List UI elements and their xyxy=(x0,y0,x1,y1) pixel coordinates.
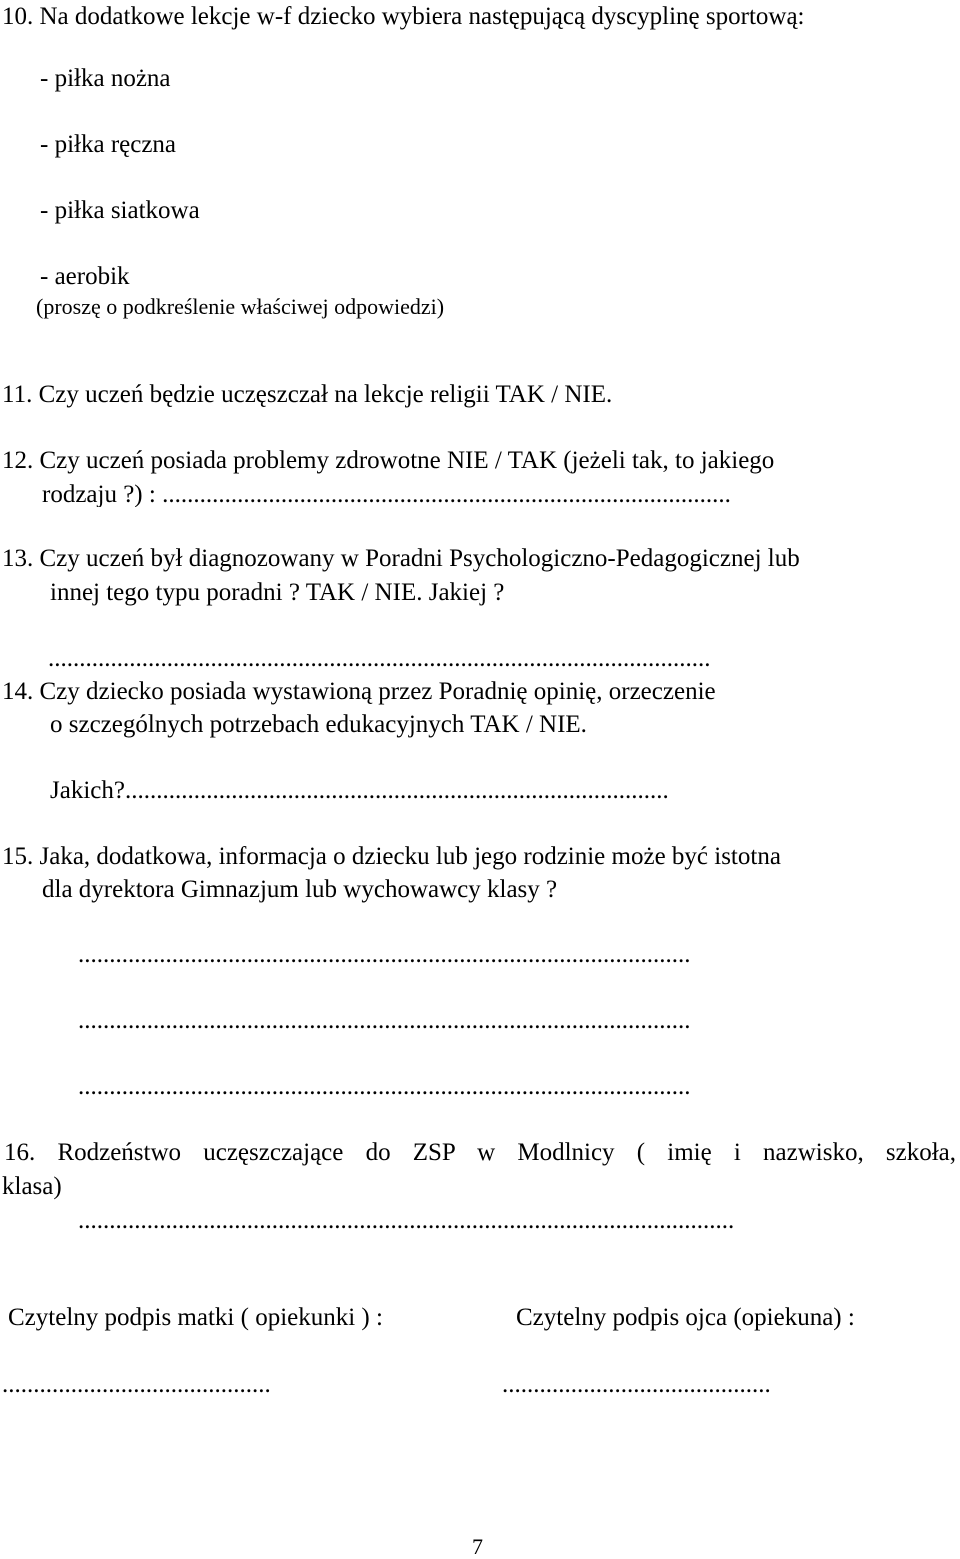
q16-word: 16. xyxy=(4,1139,36,1166)
mother-signature-line: ........................................... xyxy=(2,1372,271,1397)
mother-signature-label: Czytelny podpis matki ( opiekunki ) : xyxy=(8,1304,383,1331)
q16-word: uczęszczające xyxy=(203,1139,344,1166)
q15-answer-line: .................................................................................................. xyxy=(78,1008,691,1033)
q15-answer-line: .................................................................................................. xyxy=(78,1074,691,1099)
q14-question-line1: 14. Czy dziecko posiada wystawioną przez Poradnię opinię, orzeczenie xyxy=(2,678,716,705)
q10-option-aerobik: - aerobik xyxy=(40,263,130,290)
q16-word: Rodzeństwo xyxy=(57,1139,182,1166)
q16-word: ZSP xyxy=(412,1139,455,1166)
q16-word: do xyxy=(365,1139,391,1166)
father-signature-line: ........................................... xyxy=(502,1372,771,1397)
q16-word: w xyxy=(477,1139,496,1166)
q15-question-line1: 15. Jaka, dodatkowa, informacja o dziecku lub jego rodzinie może być istotna xyxy=(2,843,781,870)
q13-answer-line: .......................................................................................................... xyxy=(48,646,711,671)
q14-question-line3: Jakich?....................................................................................... xyxy=(50,778,669,803)
q10-option-pilka-siatkowa: - piłka siatkowa xyxy=(40,197,200,224)
q11-question: 11. Czy uczeń będzie uczęszczał na lekcje religii TAK / NIE. xyxy=(2,381,613,408)
q16-question-line2: klasa) xyxy=(2,1173,62,1200)
q14-question-line2: o szczególnych potrzebach edukacyjnych TAK / NIE. xyxy=(50,711,587,738)
q10-note: (proszę o podkreślenie właściwej odpowiedzi) xyxy=(36,294,445,319)
q16-word: szkoła, xyxy=(885,1139,957,1166)
q10-option-pilka-nozna: - piłka nożna xyxy=(40,65,171,92)
father-signature-label: Czytelny podpis ojca (opiekuna) : xyxy=(516,1304,855,1331)
q16-question-line1 xyxy=(4,1140,956,1165)
q13-question-line1: 13. Czy uczeń był diagnozowany w Poradni Psychologiczno-Pedagogicznej lub xyxy=(2,545,800,572)
q16-word: imię xyxy=(667,1139,712,1166)
q16-answer-line: ......................................................................................................... xyxy=(78,1208,735,1233)
q16-word: Modlnicy xyxy=(517,1139,615,1166)
q15-question-line2: dla dyrektora Gimnazjum lub wychowawcy klasy ? xyxy=(42,876,558,903)
q16-word: i xyxy=(733,1139,741,1166)
q16-word: nazwisko, xyxy=(763,1139,864,1166)
q15-answer-line: .................................................................................................. xyxy=(78,942,691,967)
q13-question-line2: innej tego typu poradni ? TAK / NIE. Jakiej ? xyxy=(50,579,505,606)
page-number: 7 xyxy=(472,1534,483,1559)
q10-question: 10. Na dodatkowe lekcje w-f dziecko wybiera następującą dyscyplinę sportową: xyxy=(2,3,805,30)
q10-option-pilka-reczna: - piłka ręczna xyxy=(40,131,177,158)
q16-word: ( xyxy=(636,1139,646,1166)
q12-question-line1: 12. Czy uczeń posiada problemy zdrowotne NIE / TAK (jeżeli tak, to jakiego xyxy=(2,447,775,474)
q12-question-line2: rodzaju ?) : ........................................................................................... xyxy=(42,482,731,507)
